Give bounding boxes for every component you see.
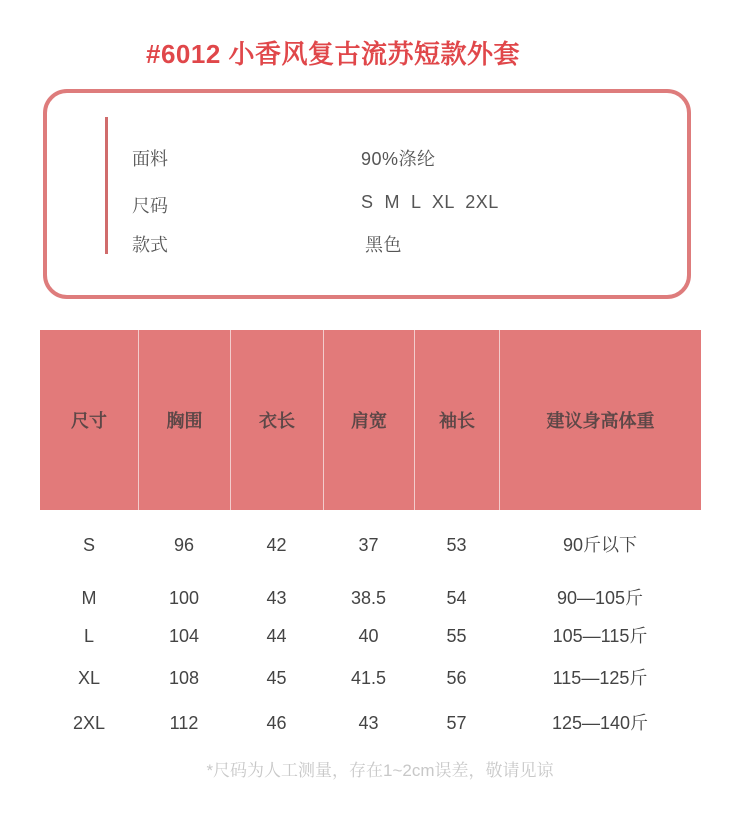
cell-shoulder: 43 bbox=[358, 713, 379, 733]
cell-sleeve: 57 bbox=[446, 713, 467, 733]
measurement-note: *尺码为人工测量，存在1~2cm误差，敬请见谅 bbox=[206, 761, 554, 780]
cell-chest: 96 bbox=[173, 535, 195, 555]
cell-size: 2XL bbox=[72, 713, 106, 733]
table-row bbox=[40, 621, 701, 651]
product-info-card bbox=[43, 89, 691, 299]
header-recommended: 建议身高体重 bbox=[499, 330, 701, 510]
info-value-fabric: 90%涤纶 bbox=[361, 149, 436, 169]
cell-shoulder: 38.5 bbox=[350, 588, 387, 608]
header-size: 尺寸 bbox=[71, 411, 107, 431]
cell-shoulder: 41.5 bbox=[350, 668, 387, 688]
cell-shoulder: 37 bbox=[358, 535, 379, 555]
cell-length: 43 bbox=[266, 588, 287, 608]
cell-sleeve: 56 bbox=[446, 668, 467, 688]
cell-recommended: 105—115斤 bbox=[552, 626, 648, 646]
cell-length: 42 bbox=[266, 535, 287, 555]
cell-recommended: 90—105斤 bbox=[556, 588, 644, 608]
header-sleeve: 袖长 bbox=[414, 330, 499, 510]
cell-length: 44 bbox=[266, 626, 287, 646]
cell-chest: 104 bbox=[168, 626, 200, 646]
table-row bbox=[40, 708, 701, 738]
cell-size: L bbox=[83, 626, 94, 646]
cell-recommended: 90斤以下 bbox=[562, 535, 638, 555]
product-title: #6012 小香风复古流苏短款外套 bbox=[146, 39, 521, 69]
info-label-size: 尺码 bbox=[132, 196, 168, 216]
cell-shoulder: 40 bbox=[358, 626, 379, 646]
cell-sleeve: 55 bbox=[446, 626, 467, 646]
info-label-fabric: 面料 bbox=[132, 149, 168, 169]
cell-sleeve: 54 bbox=[446, 588, 467, 608]
cell-size: XL bbox=[77, 668, 101, 688]
cell-recommended: 115—125斤 bbox=[552, 668, 648, 688]
cell-length: 46 bbox=[266, 713, 287, 733]
cell-length: 45 bbox=[266, 668, 287, 688]
info-value-style: 黑色 bbox=[365, 235, 402, 255]
header-shoulder: 肩宽 bbox=[323, 330, 414, 510]
info-accent-bar bbox=[105, 117, 108, 254]
table-row bbox=[40, 530, 701, 560]
info-label-style: 款式 bbox=[132, 235, 168, 255]
header-length: 衣长 bbox=[230, 330, 323, 510]
cell-size: S bbox=[82, 535, 95, 555]
cell-size: M bbox=[81, 588, 97, 608]
cell-recommended: 125—140斤 bbox=[551, 713, 649, 733]
cell-chest: 100 bbox=[168, 588, 200, 608]
table-row bbox=[40, 583, 701, 613]
size-table-header bbox=[40, 330, 701, 510]
cell-chest: 112 bbox=[169, 713, 199, 733]
cell-sleeve: 53 bbox=[446, 535, 467, 555]
cell-chest: 108 bbox=[168, 668, 200, 688]
info-value-size: S M L XL 2XL bbox=[361, 192, 499, 212]
table-row bbox=[40, 663, 701, 693]
header-chest: 胸围 bbox=[138, 330, 230, 510]
